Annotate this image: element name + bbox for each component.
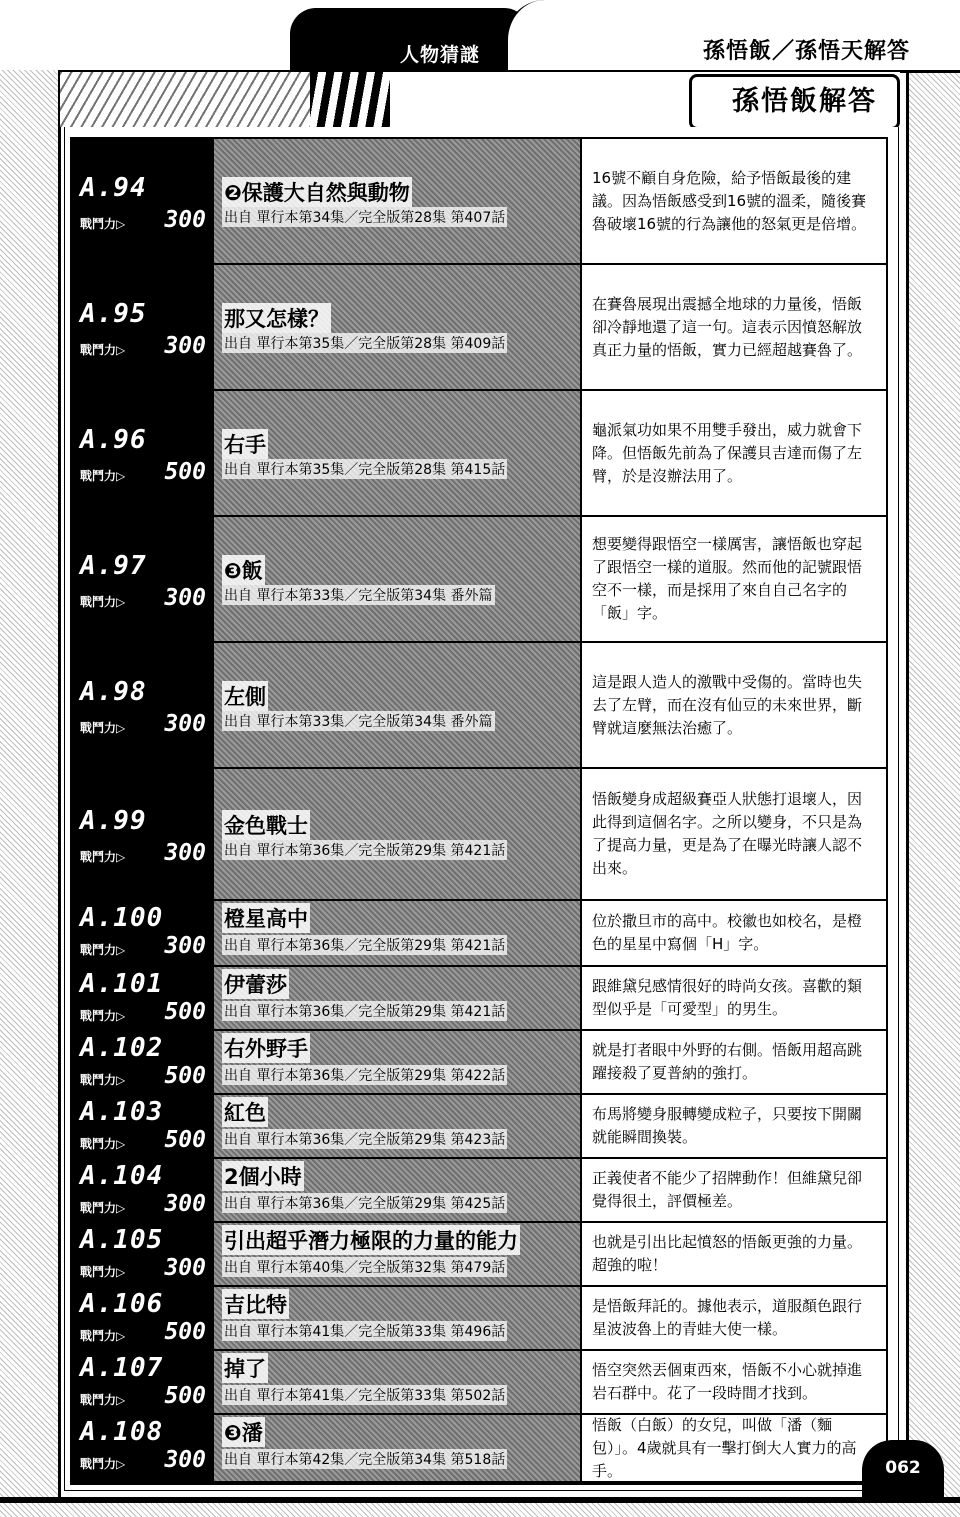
answer-number: A.108 — [80, 1417, 164, 1447]
bottom-rule — [0, 1497, 960, 1503]
answer-title: 左側 — [222, 681, 268, 711]
answer-description: 這是跟人造人的激戰中受傷的。當時也失去了左臂，而在沒有仙豆的未來世界，斷臂就這麼無法治癒了。 — [580, 643, 886, 767]
answer-source: 出自 單行本第33集／完全版第34集 番外篇 — [222, 585, 495, 605]
answer-source: 出自 單行本第36集／完全版第29集 第423話 — [222, 1129, 507, 1149]
power-value: 300 — [164, 207, 206, 233]
answer-source: 出自 單行本第42集／完全版第34集 第518話 — [222, 1449, 507, 1469]
answer-source: 出自 單行本第36集／完全版第29集 第422話 — [222, 1065, 507, 1085]
answer-id-cell — [72, 1415, 212, 1481]
answer-id-cell — [72, 265, 212, 389]
answer-number: A.107 — [80, 1353, 164, 1383]
answer-source: 出自 單行本第35集／完全版第28集 第415話 — [222, 459, 507, 479]
power-value: 300 — [164, 711, 206, 737]
answer-source: 出自 單行本第36集／完全版第29集 第425話 — [222, 1193, 507, 1213]
answer-row — [72, 901, 886, 967]
answer-id-cell — [72, 1095, 212, 1157]
power-label: 戰鬥力▷ — [80, 217, 126, 231]
power-label: 戰鬥力▷ — [80, 1201, 126, 1215]
answer-source: 出自 單行本第36集／完全版第29集 第421話 — [222, 840, 507, 860]
power-value: 300 — [164, 585, 206, 611]
power-label: 戰鬥力▷ — [80, 943, 126, 957]
answer-id-cell — [72, 967, 212, 1029]
answer-description: 想要變得跟悟空一樣厲害，讓悟飯也穿起了跟悟空一樣的道服。然而他的記號跟悟空不一樣，而是採用了來自自己名字的「飯」字。 — [580, 517, 886, 641]
answer-title-cell — [212, 643, 580, 767]
answer-title-cell — [212, 265, 580, 389]
speed-lines-decoration — [310, 72, 390, 127]
answer-title-cell — [212, 1159, 580, 1221]
power-label: 戰鬥力▷ — [80, 469, 126, 483]
power-value: 500 — [164, 999, 206, 1025]
answer-description: 也就是引出比起憤怒的悟飯更強的力量。超強的啦！ — [580, 1223, 886, 1285]
answer-number: A.103 — [80, 1097, 164, 1127]
answer-title: ❸飯 — [222, 555, 265, 585]
answer-row — [72, 1095, 886, 1159]
answer-description: 悟飯變身成超級賽亞人狀態打退壞人，因此得到這個名字。之所以變身，不只是為了提高力量，更是為了在曝光時讓人認不出來。 — [580, 769, 886, 899]
power-label: 戰鬥力▷ — [80, 595, 126, 609]
answer-title-cell — [212, 1223, 580, 1285]
answer-row — [72, 265, 886, 391]
answer-number: A.105 — [80, 1225, 164, 1255]
answer-row — [72, 643, 886, 769]
answer-number: A.94 — [80, 173, 147, 203]
answer-title-cell — [212, 1351, 580, 1413]
answer-id-cell — [72, 901, 212, 965]
answer-number: A.101 — [80, 969, 164, 999]
answer-title: 金色戰士 — [222, 810, 310, 840]
answer-id-cell — [72, 1287, 212, 1349]
answer-id-cell — [72, 139, 212, 263]
answer-title: ❷保護大自然與動物 — [222, 177, 412, 207]
answer-description: 16號不顧自身危險，給予悟飯最後的建議。因為悟飯感受到16號的溫柔，隨後賽魯破壞16號的行為讓他的怒氣更是倍增。 — [580, 139, 886, 263]
answer-row — [72, 1031, 886, 1095]
answer-number: A.95 — [80, 299, 147, 329]
power-value: 300 — [164, 840, 206, 866]
answer-source: 出自 單行本第41集／完全版第33集 第502話 — [222, 1385, 507, 1405]
power-label: 戰鬥力▷ — [80, 1393, 126, 1407]
page-number: 062 — [862, 1440, 944, 1500]
answer-title-cell — [212, 901, 580, 965]
power-label: 戰鬥力▷ — [80, 1009, 126, 1023]
answer-source: 出自 單行本第34集／完全版第28集 第407話 — [222, 207, 507, 227]
answer-row — [72, 1287, 886, 1351]
power-value: 500 — [164, 1063, 206, 1089]
answer-table — [70, 137, 888, 1485]
section-tab — [505, 0, 960, 73]
answer-title-cell — [212, 391, 580, 515]
answer-title-cell — [212, 769, 580, 899]
answer-description: 悟飯（白飯）的女兒，叫做「潘（麵包）」。4歲就具有一擊打倒大人實力的高手。 — [580, 1415, 886, 1481]
answer-id-cell — [72, 1031, 212, 1093]
answer-title-cell — [212, 1415, 580, 1481]
answer-title-cell — [212, 139, 580, 263]
answer-title: 橙星高中 — [222, 903, 310, 933]
answer-title: 吉比特 — [222, 1289, 289, 1319]
answer-source: 出自 單行本第40集／完全版第32集 第479話 — [222, 1257, 507, 1277]
answer-id-cell — [72, 391, 212, 515]
answer-title-cell — [212, 967, 580, 1029]
answer-title-cell — [212, 1287, 580, 1349]
banner-title: 孫悟飯解答 — [689, 74, 900, 127]
answer-description: 在賽魯展現出震撼全地球的力量後，悟飯卻冷靜地還了這一句。這表示因憤怒解放真正力量的悟飯，實力已經超越賽魯了。 — [580, 265, 886, 389]
power-label: 戰鬥力▷ — [80, 343, 126, 357]
answer-title: 右手 — [222, 429, 268, 459]
power-value: 500 — [164, 1319, 206, 1345]
answer-title: 那又怎樣？ — [222, 303, 331, 333]
answer-row — [72, 967, 886, 1031]
section-title: 孫悟飯／孫悟天解答 — [703, 39, 911, 64]
answer-id-cell — [72, 643, 212, 767]
answer-id-cell — [72, 769, 212, 899]
answer-title-cell — [212, 1095, 580, 1157]
answer-row — [72, 517, 886, 643]
answer-description: 是悟飯拜託的。據他表示，道服顏色跟行星波波魯上的青蛙大使一樣。 — [580, 1287, 886, 1349]
answer-number: A.104 — [80, 1161, 164, 1191]
answer-source: 出自 單行本第33集／完全版第34集 番外篇 — [222, 711, 495, 731]
power-label: 戰鬥力▷ — [80, 1329, 126, 1343]
power-value: 300 — [164, 1447, 206, 1473]
answer-row — [72, 1223, 886, 1287]
power-value: 300 — [164, 1255, 206, 1281]
answer-title-cell — [212, 517, 580, 641]
answer-number: A.96 — [80, 425, 147, 455]
answer-title-cell — [212, 1031, 580, 1093]
category-label: 人物猜謎 — [400, 44, 481, 66]
answer-source: 出自 單行本第36集／完全版第29集 第421話 — [222, 935, 507, 955]
answer-title: 掉了 — [222, 1353, 268, 1383]
answer-title: 紅色 — [222, 1097, 268, 1127]
power-label: 戰鬥力▷ — [80, 1265, 126, 1279]
answer-description: 布馬將變身服轉變成粒子，只要按下開關就能瞬間換裝。 — [580, 1095, 886, 1157]
answer-row — [72, 1415, 886, 1483]
power-label: 戰鬥力▷ — [80, 1457, 126, 1471]
answer-number: A.99 — [80, 806, 147, 836]
answer-id-cell — [72, 517, 212, 641]
answer-title: 伊蕾莎 — [222, 969, 289, 999]
power-label: 戰鬥力▷ — [80, 850, 126, 864]
answer-description: 跟維黛兒感情很好的時尚女孩。喜歡的類型似乎是「可愛型」的男生。 — [580, 967, 886, 1029]
power-label: 戰鬥力▷ — [80, 1137, 126, 1151]
answer-title: 2個小時 — [222, 1161, 304, 1191]
power-value: 500 — [164, 1127, 206, 1153]
answer-source: 出自 單行本第41集／完全版第33集 第496話 — [222, 1321, 507, 1341]
power-value: 300 — [164, 333, 206, 359]
answer-title: 右外野手 — [222, 1033, 310, 1063]
category-tab — [290, 8, 530, 72]
answer-description: 位於撒旦市的高中。校徽也如校名，是橙色的星星中寫個「H」字。 — [580, 901, 886, 965]
answer-source: 出自 單行本第35集／完全版第28集 第409話 — [222, 333, 507, 353]
power-value: 300 — [164, 933, 206, 959]
answer-id-cell — [72, 1223, 212, 1285]
answer-row — [72, 769, 886, 901]
answer-row — [72, 1159, 886, 1223]
power-label: 戰鬥力▷ — [80, 721, 126, 735]
answer-source: 出自 單行本第36集／完全版第29集 第421話 — [222, 1001, 507, 1021]
power-value: 300 — [164, 1191, 206, 1217]
answer-number: A.106 — [80, 1289, 164, 1319]
answer-title: 引出超乎潛力極限的力量的能力 — [222, 1225, 520, 1255]
answer-row — [72, 139, 886, 265]
answer-number: A.98 — [80, 677, 147, 707]
answer-number: A.100 — [80, 903, 164, 933]
answer-description: 龜派氣功如果不用雙手發出，威力就會下降。但悟飯先前為了保護貝吉達而傷了左臂，於是沒辦法用了。 — [580, 391, 886, 515]
title-banner — [60, 72, 900, 127]
answer-row — [72, 391, 886, 517]
answer-id-cell — [72, 1159, 212, 1221]
answer-number: A.97 — [80, 551, 147, 581]
answer-description: 悟空突然丟個東西來，悟飯不小心就掉進岩石群中。花了一段時間才找到。 — [580, 1351, 886, 1413]
answer-row — [72, 1351, 886, 1415]
answer-id-cell — [72, 1351, 212, 1413]
answer-description: 正義使者不能少了招牌動作！但維黛兒卻覺得很土，評價極差。 — [580, 1159, 886, 1221]
answer-title: ❸潘 — [222, 1417, 265, 1447]
power-label: 戰鬥力▷ — [80, 1073, 126, 1087]
power-value: 500 — [164, 1383, 206, 1409]
answer-description: 就是打者眼中外野的右側。悟飯用超高跳躍接殺了夏普納的強打。 — [580, 1031, 886, 1093]
answer-number: A.102 — [80, 1033, 164, 1063]
power-value: 500 — [164, 459, 206, 485]
